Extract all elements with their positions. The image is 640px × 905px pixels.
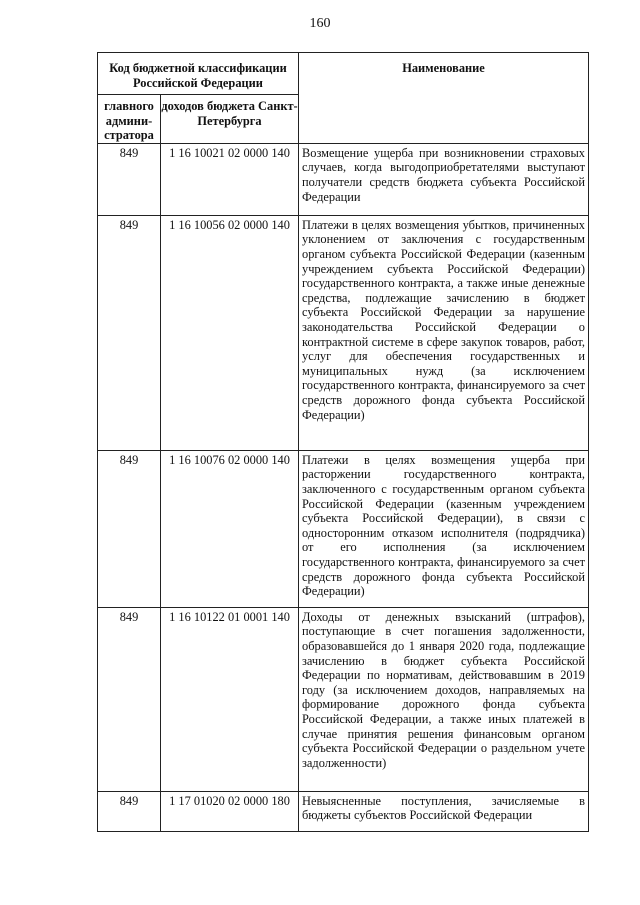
table-header-row: [98, 53, 589, 95]
table-row: [98, 791, 589, 831]
table-row: [98, 215, 589, 450]
header-code-group: Код бюджетной классификации Российской Федерации: [98, 53, 299, 95]
table-row: [98, 450, 589, 607]
name-cell: Платежи в целях возмещения убытков, причиненных уклонением от заключения с государственным органом субъекта Российской Федерации (казенным учреждением субъекта Российской Федерации) государственного контракта, а также иные денежные средства, подлежащие зачислению в бюджет субъекта Российской Федерации за нарушение законодательства Российской Федерации о контрактной системе в сфере закупок товаров, работ, услуг для обеспечения государственных и муниципальных нужд (за исключением государственного контракта, финансируемого за счет средств дорожного фонда субъекта Российской Федерации): [299, 215, 589, 450]
budget-classification-table: [97, 52, 589, 832]
admin-code-cell: 849: [98, 607, 161, 791]
admin-code-cell: 849: [98, 215, 161, 450]
name-cell: Невыясненные поступления, зачисляемые в бюджеты субъектов Российской Федерации: [299, 791, 589, 831]
table-row: [98, 607, 589, 791]
header-income: доходов бюджета Санкт-Петербурга: [161, 95, 299, 144]
income-code-cell: 1 16 10021 02 0000 140: [161, 143, 299, 215]
income-code-cell: 1 16 10076 02 0000 140: [161, 450, 299, 607]
page-number: 160: [309, 16, 331, 31]
income-code-cell: 1 16 10056 02 0000 140: [161, 215, 299, 450]
income-code-cell: 1 16 10122 01 0001 140: [161, 607, 299, 791]
table-row: [98, 143, 589, 215]
name-cell: Платежи в целях возмещения ущерба при расторжении государственного контракта, заключенного с государственным органом субъекта Российской Федерации (казенным учреждением субъекта Российской Федерации), в связи с односторонним отказом исполнителя (подрядчика) от его исполнения (за исключением государственного контракта, финансируемого за счет средств дорожного фонда субъекта Российской Федерации): [299, 450, 589, 607]
name-cell: Возмещение ущерба при возникновении страховых случаев, когда выгодоприобретателями выступают получатели средств бюджета субъекта Российской Федерации: [299, 143, 589, 215]
admin-code-cell: 849: [98, 143, 161, 215]
name-cell: Доходы от денежных взысканий (штрафов), поступающие в счет погашения задолженности, образовавшейся до 1 января 2020 года, подлежащие зачислению в бюджет субъекта Российской Федерации по нормативам, действовавшим в 2019 году (за исключением доходов, направляемых на формирование дорожного фонда субъекта Российской Федерации, а также иных платежей в случае принятия решения финансовым органом субъекта Российской Федерации о раздельном учете задолженности): [299, 607, 589, 791]
income-code-cell: 1 17 01020 02 0000 180: [161, 791, 299, 831]
admin-code-cell: 849: [98, 791, 161, 831]
header-name: Наименование: [299, 53, 589, 144]
header-admin: главного админи-стратора: [98, 95, 161, 144]
admin-code-cell: 849: [98, 450, 161, 607]
